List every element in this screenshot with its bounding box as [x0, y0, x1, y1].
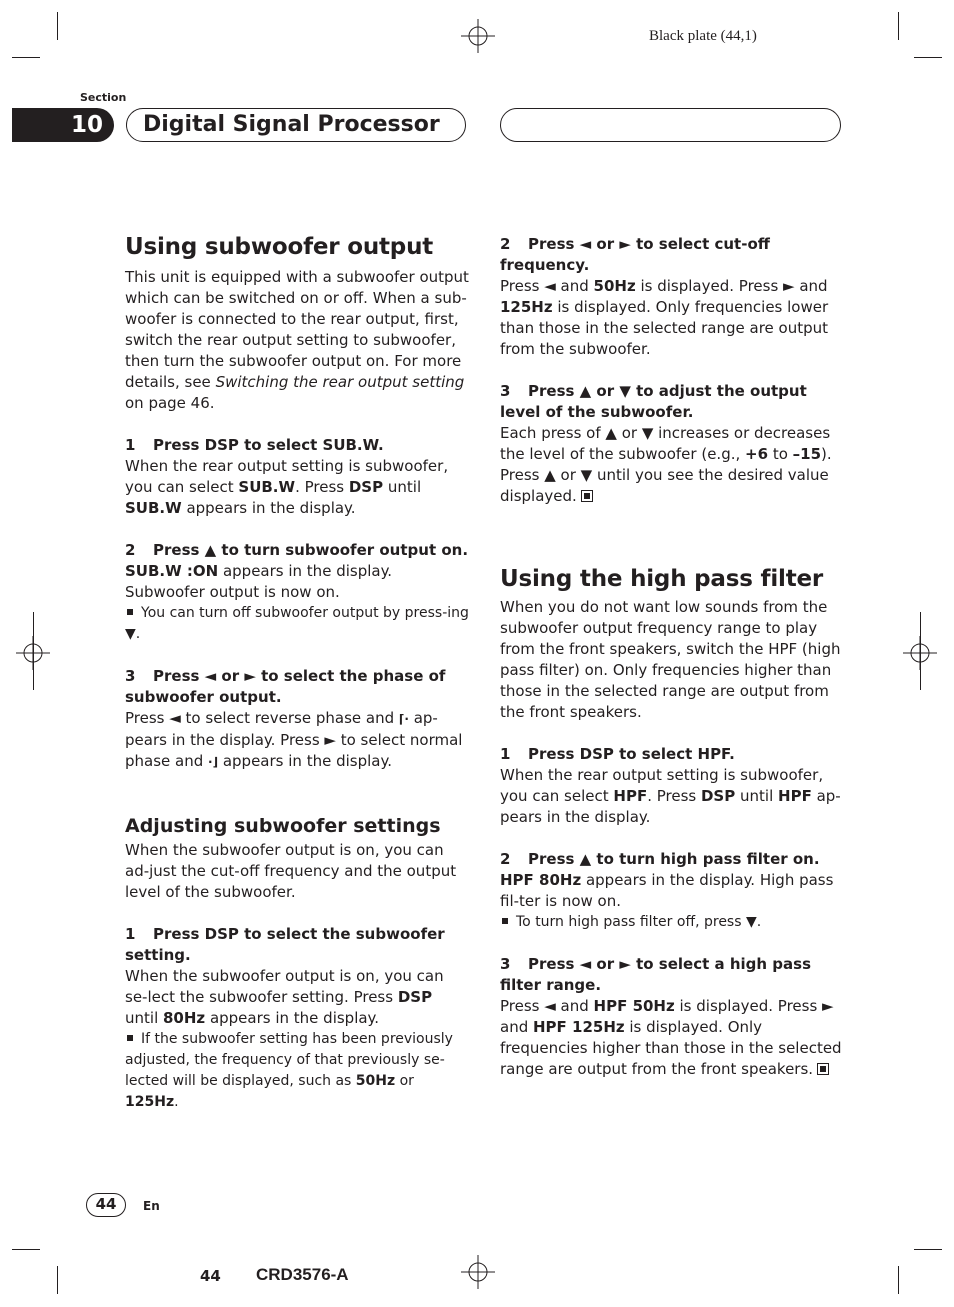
- step-title: 2 Press ▲ to turn high pass filter on.: [500, 850, 820, 868]
- section-number: 10: [12, 108, 114, 142]
- step-body: When the subwoofer output is on, you can se-lect the subwoofer setting. Press DSP until 80Hz appears in the display.: [125, 967, 444, 1027]
- heading-high-pass-filter: Using the high pass filter: [500, 566, 824, 592]
- step-title: 3 Press ▲ or ▼ to adjust the output level of the subwoofer.: [500, 382, 807, 421]
- step-body: HPF 80Hz appears in the display. High pass fil-ter is now on.: [500, 871, 834, 910]
- reverse-phase-icon: ⌈·: [398, 712, 409, 726]
- section-title: Digital Signal Processor: [126, 108, 466, 142]
- crop-mark: [914, 1249, 942, 1250]
- intro-paragraph: This unit is equipped with a subwoofer output which can be switched on or off. When a sub-woofer is connected to the rear output, first, switch the rear output setting to subwoofer, then turn the subwoofer output on. For more details, see Switching the rear output setting on page 46.: [125, 268, 469, 412]
- crop-mark: [12, 57, 40, 58]
- step-body: Press ◄ and HPF 50Hz is displayed. Press ► and HPF 125Hz is displayed. Only frequencies higher than those in the selected range are output from the front speakers.: [500, 997, 842, 1078]
- print-page-number: 44: [200, 1267, 221, 1285]
- note: If the subwoofer setting has been previously adjusted, the frequency of that previously se-lected will be displayed, such as 50Hz or 125Hz.: [125, 1031, 453, 1110]
- registration-mark-icon: [461, 1255, 495, 1289]
- crop-mark: [57, 1266, 58, 1294]
- step-body: When the rear output setting is subwoofer, you can select SUB.W. Press DSP until SUB.W appears in the display.: [125, 457, 449, 517]
- step-title: 2 Press ▲ to turn subwoofer output on.: [125, 541, 469, 559]
- step-body: Press ◄ and 50Hz is displayed. Press ► and 125Hz is displayed. Only frequencies lower than those in the selected range are output from the subwoofer.: [500, 277, 829, 358]
- page-number: 44: [86, 1193, 126, 1217]
- crop-mark: [57, 12, 58, 40]
- note: To turn high pass filter off, press ▼.: [500, 912, 844, 933]
- left-column: [125, 232, 469, 1113]
- step-body: Each press of ▲ or ▼ increases or decreases the level of the subwoofer (e.g., +6 to –15). Press ▲ or ▼ until you see the desired value displayed.: [500, 424, 832, 505]
- crop-mark: [12, 1249, 40, 1250]
- registration-tick: [920, 612, 921, 690]
- crop-mark: [898, 1266, 899, 1294]
- bullet-icon: [502, 918, 508, 924]
- step-title: 2 Press ◄ or ► to select cut-off frequency.: [500, 235, 770, 274]
- crop-mark: [898, 12, 899, 40]
- step-body: SUB.W :ON appears in the display. Subwoofer output is now on.: [125, 562, 393, 601]
- crop-mark: [914, 57, 942, 58]
- step-title: 1 Press DSP to select HPF.: [500, 745, 735, 763]
- cross-reference: Switching the rear output setting: [215, 373, 465, 391]
- registration-tick: [33, 612, 34, 690]
- step-title: 1 Press DSP to select SUB.W.: [125, 436, 384, 454]
- right-column: [500, 234, 844, 1080]
- step-body: When the rear output setting is subwoofer, you can select HPF. Press DSP until HPF ap-pears in the display.: [500, 766, 841, 826]
- end-mark-icon: [581, 490, 593, 502]
- step-title: 1 Press DSP to select the subwoofer setting.: [125, 925, 445, 964]
- step-body: Press ◄ to select reverse phase and ⌈· ap-pears in the display. Press ► to select normal phase and ·⌋ appears in the display.: [125, 708, 469, 773]
- registration-mark-icon: [461, 19, 495, 53]
- sub-intro: When the subwoofer output is on, you can ad-just the cut-off frequency and the output level of the subwoofer.: [125, 841, 457, 901]
- language-label: En: [143, 1199, 160, 1213]
- document-code: CRD3576-A: [256, 1265, 349, 1284]
- bullet-icon: [127, 609, 133, 615]
- plate-label: Black plate (44,1): [649, 28, 757, 44]
- intro-paragraph: When you do not want low sounds from the subwoofer output frequency range to play from the front speakers, switch the HPF (high pass filter) on. Only frequencies higher than those in the selected range are output from the front speakers.: [500, 598, 841, 721]
- note: You can turn off subwoofer output by press-ing ▼.: [125, 605, 469, 642]
- subheading-adjusting: Adjusting subwoofer settings: [125, 815, 441, 837]
- normal-phase-icon: ·⌋: [208, 755, 219, 769]
- empty-header-pill: [500, 108, 841, 142]
- section-label: Section: [80, 91, 127, 104]
- step-title: 3 Press ◄ or ► to select a high pass filter range.: [500, 955, 812, 994]
- end-mark-icon: [817, 1063, 829, 1075]
- heading-subwoofer-output: Using subwoofer output: [125, 234, 434, 260]
- step-title: 3 Press ◄ or ► to select the phase of subwoofer output.: [125, 667, 446, 706]
- bullet-icon: [127, 1035, 133, 1041]
